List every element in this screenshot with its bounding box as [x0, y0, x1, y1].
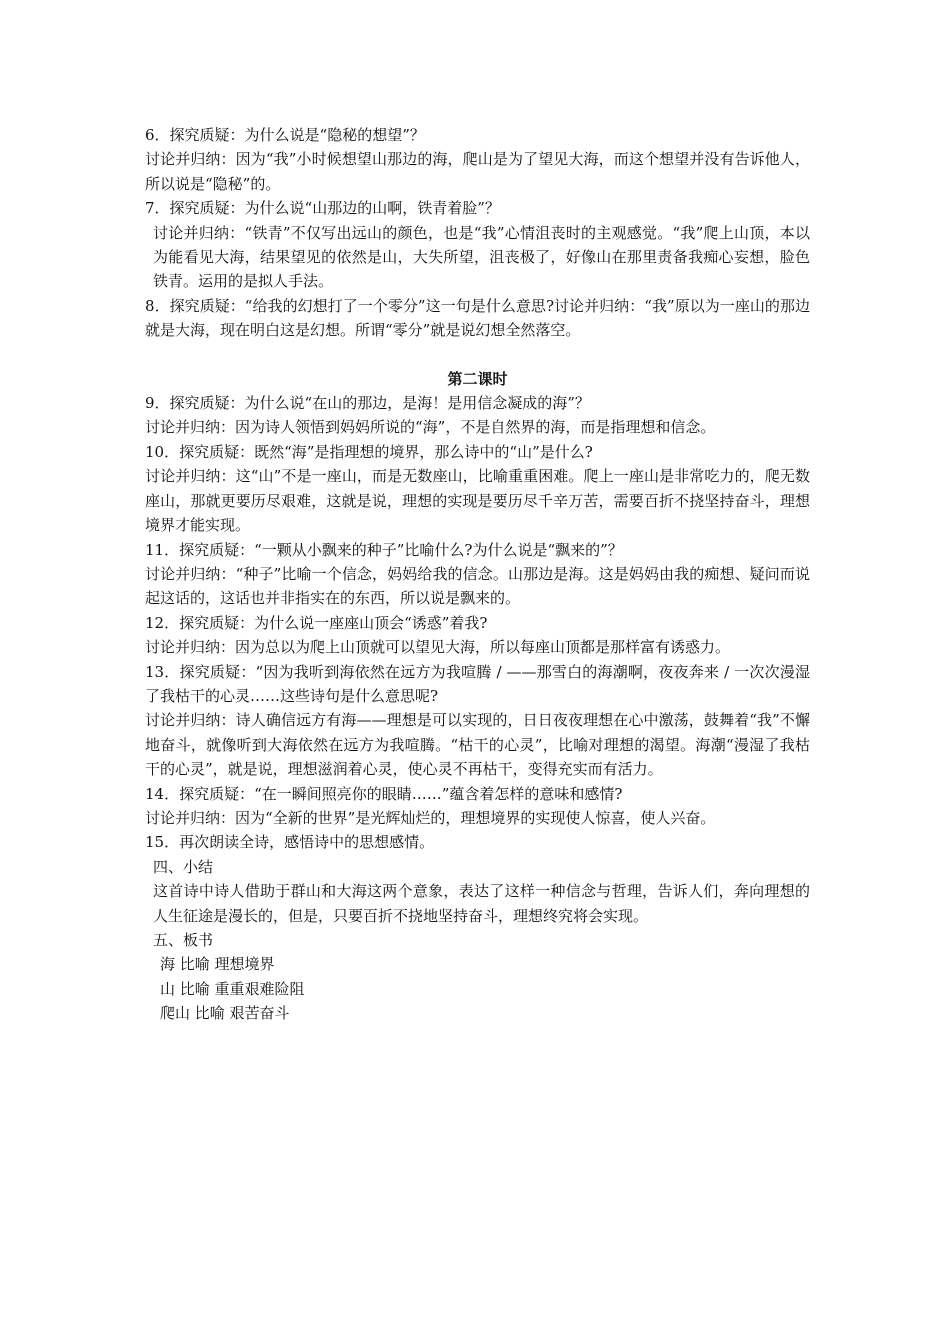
question-14: 14．探究质疑：“在一瞬间照亮你的眼睛……”蕴含着怎样的意味和感情?: [145, 784, 623, 803]
answer-6: 讨论并归纳：因为“我”小时候想望山那边的海，爬山是为了望见大海，而这个想望并没有告诉他人，所以说是“隐秘”的。: [145, 150, 810, 193]
answer-9: 讨论并归纳：因为诗人领悟到妈妈所说的“海”，不是自然界的海，而是指理想和信念。: [145, 418, 716, 437]
question-7: 7．探究质疑：为什么说“山那边的山啊，铁青着脸”？: [145, 199, 500, 218]
answer-10: 讨论并归纳：这“山”不是一座山，而是无数座山，比喻重重困难。爬上一座山是非常吃力的，爬无数座山，那就更要历尽艰难，这就是说，理想的实现是要历尽千辛万苦，需要百折不挠坚持奋斗，理想境界才能实现。: [145, 467, 810, 535]
question-12: 12．探究质疑：为什么说一座座山顶会“诱惑”着我?: [145, 613, 488, 632]
heading-summary: 四、小结: [153, 857, 214, 876]
answer-13: 讨论并归纳：诗人确信远方有海——理想是可以实现的，日日夜夜理想在心中激荡，鼓舞着“我”不懈地奋斗，就像听到大海依然在远方为我喧腾。“枯干的心灵”，比喻对理想的渴望。海潮“漫湿了我枯干的心灵”，就是说，理想滋润着心灵，使心灵不再枯干，变得充实而有活力。: [145, 711, 810, 779]
step-15: 15．再次朗读全诗，感悟诗中的思想感情。: [145, 833, 435, 852]
document-body: [145, 123, 810, 1026]
heading-board-notes: 五、板书: [153, 931, 214, 949]
question-10: 10．探究质疑：既然“海”是指理想的境界，那么诗中的“山”是什么?: [145, 442, 593, 461]
question-answer-8: 8．探究质疑：“给我的幻想打了一个零分”这一句是什么意思?讨论并归纳：“我”原以为一座山的那边就是大海，现在明白这是幻想。所谓“零分”就是说幻想全然落空。: [145, 296, 810, 340]
question-13: 13．探究质疑：“因为我听到海依然在远方为我喧腾 / ——那雪白的海潮啊，夜夜奔来 / 一次次漫湿了我枯干的心灵……这些诗句是什么意思呢?: [145, 662, 810, 705]
answer-14: 讨论并归纳：因为“全新的世界”是光辉灿烂的，理想境界的实现使人惊喜，使人兴奋。: [145, 808, 716, 827]
board-line-climbing: 爬山 比喻 艰苦奋斗: [160, 1004, 290, 1023]
board-line-sea: 海 比喻 理想境界: [160, 955, 275, 974]
section-title-second-lesson: 第二课时: [447, 369, 508, 388]
board-line-mountain: 山 比喻 重重艰难险阻: [160, 979, 305, 998]
answer-11: 讨论并归纳：“种子”比喻一个信念，妈妈给我的信念。山那边是海。这是妈妈由我的痴想、疑问而说起这话的，这话也并非指实在的东西，所以说是飘来的。: [145, 564, 810, 608]
answer-7: 讨论并归纳：“铁青”不仅写出远山的颜色，也是“我”心情沮丧时的主观感觉。“我”爬上山顶，本以为能看见大海，结果望见的依然是山，大失所望，沮丧极了，好像山在那里责备我痴心妄想，脸色铁青。运用的是拟人手法。: [153, 223, 810, 291]
answer-12: 讨论并归纳：因为总以为爬上山顶就可以望见大海，所以每座山顶都是那样富有诱惑力。: [145, 638, 731, 657]
question-11: 11．探究质疑：“一颗从小飘来的种子”比喻什么?为什么说是“飘来的”？: [145, 540, 623, 559]
summary-text: 这首诗中诗人借助于群山和大海这两个意象，表达了这样一种信念与哲理，告诉人们，奔向理想的人生征途是漫长的，但是，只要百折不挠地坚持奋斗，理想终究将会实现。: [153, 882, 810, 925]
question-6: 6．探究质疑：为什么说是“隐秘的想望”？: [145, 126, 425, 144]
question-9: 9．探究质疑：为什么说“在山的那边，是海！是用信念凝成的海”？: [145, 394, 590, 413]
